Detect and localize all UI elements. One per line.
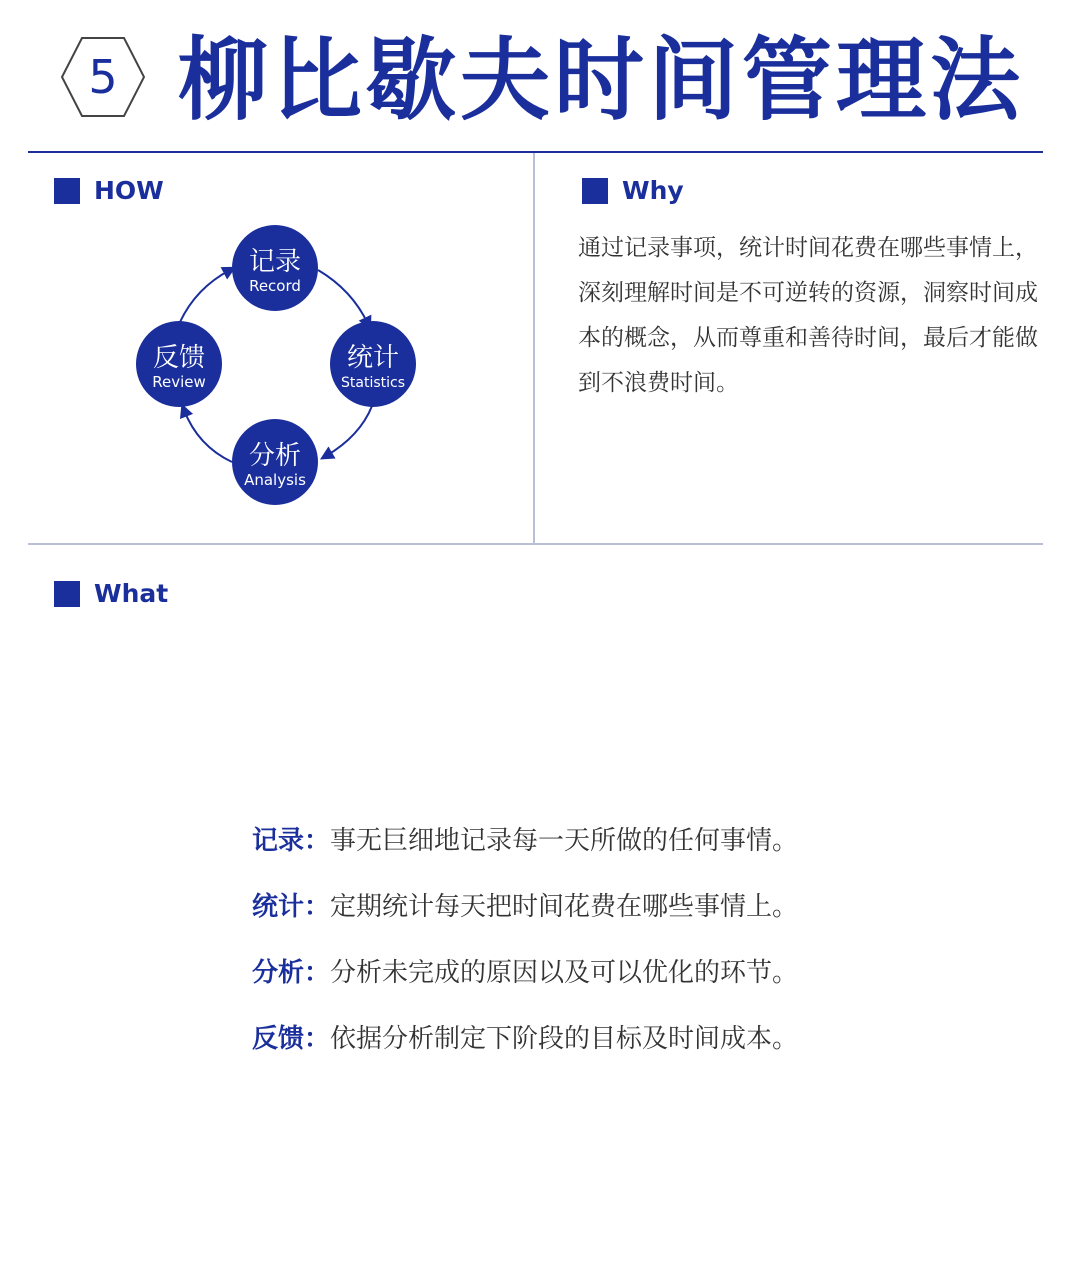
why-heading-text: Why xyxy=(622,176,684,205)
node-statistics-en: Statistics xyxy=(341,375,405,391)
arrow-review-record xyxy=(180,270,230,322)
arrow-record-statistics xyxy=(318,270,368,324)
page-title: 柳比歇夫时间管理法 xyxy=(178,28,1024,133)
number-badge xyxy=(60,36,146,118)
node-review xyxy=(136,321,222,407)
arrow-statistics-analysis xyxy=(326,406,372,456)
what-item-key: 反馈： xyxy=(252,1024,331,1054)
what-item-analysis xyxy=(252,940,952,1006)
how-marker xyxy=(54,178,80,204)
what-item-text: 依据分析制定下阶段的目标及时间成本。 xyxy=(330,1024,799,1054)
node-analysis xyxy=(232,419,318,505)
why-heading xyxy=(582,176,684,205)
node-statistics-cn: 统计 xyxy=(346,343,400,373)
number-badge-text: 5 xyxy=(88,50,118,104)
node-record-cn: 记录 xyxy=(248,247,302,277)
node-statistics xyxy=(330,321,416,407)
how-heading xyxy=(54,176,164,205)
what-heading xyxy=(54,579,168,608)
node-record xyxy=(232,225,318,311)
top-divider xyxy=(28,151,1043,153)
what-item-statistics xyxy=(252,874,952,940)
what-marker xyxy=(54,581,80,607)
node-record-en: Record xyxy=(249,277,301,295)
what-item-review xyxy=(252,1006,952,1072)
node-analysis-cn: 分析 xyxy=(248,441,302,471)
what-item-key: 统计： xyxy=(252,892,331,922)
title-area xyxy=(0,0,1080,152)
node-analysis-en: Analysis xyxy=(244,471,306,489)
section-divider xyxy=(28,543,1043,545)
what-item-text: 分析未完成的原因以及可以优化的环节。 xyxy=(330,958,799,988)
how-heading-text: HOW xyxy=(94,176,164,205)
arrow-analysis-review xyxy=(184,410,232,462)
node-review-cn: 反馈 xyxy=(152,343,206,373)
what-item-text: 定期统计每天把时间花费在哪些事情上。 xyxy=(330,892,799,922)
what-heading-text: What xyxy=(94,579,169,608)
what-item-key: 记录： xyxy=(252,826,331,856)
node-review-en: Review xyxy=(152,373,206,391)
middle-divider xyxy=(533,153,535,545)
what-item-key: 分析： xyxy=(252,958,331,988)
cycle-diagram xyxy=(120,218,430,518)
what-list xyxy=(252,808,952,1072)
what-item-record xyxy=(252,808,952,874)
why-marker xyxy=(582,178,608,204)
what-item-text: 事无巨细地记录每一天所做的任何事情。 xyxy=(330,826,799,856)
why-paragraph: 通过记录事项，统计时间花费在哪些事情上，深刻理解时间是不可逆转的资源，洞察时间成本的概念，从而尊重和善待时间，最后才能做到不浪费时间。 xyxy=(578,235,1038,396)
